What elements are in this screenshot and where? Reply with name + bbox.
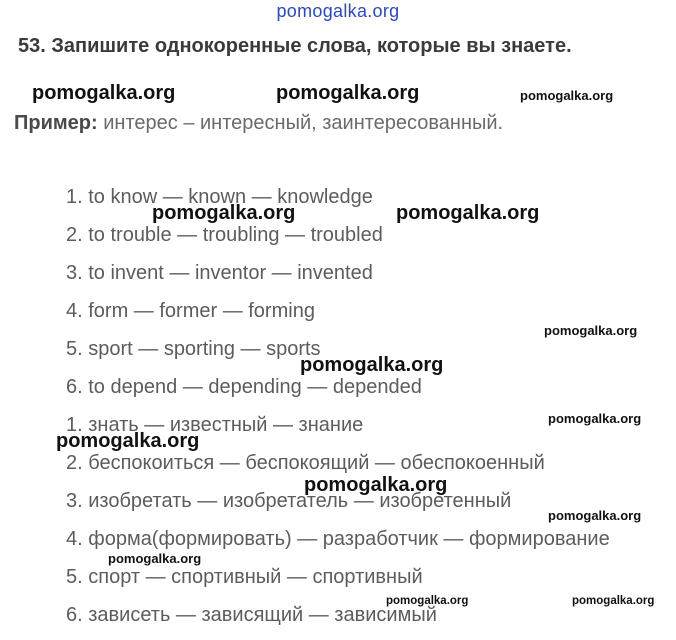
answer-item: 2. to trouble — troubling — troubled [66, 224, 383, 246]
watermark: pomogalka.org [548, 508, 642, 523]
answer-item: 4. form — former — forming [66, 300, 315, 322]
watermark: pomogalka.org [544, 323, 638, 338]
answer-item: 5. спорт — спортивный — спортивный [66, 566, 423, 588]
answer-item: 5. sport — sporting — sports [66, 338, 321, 360]
answer-item: 1. to know — known — knowledge [66, 186, 373, 208]
watermark: pomogalka.org [548, 411, 642, 426]
answer-item: 3. to invent — inventor — invented [66, 262, 373, 284]
answer-item: 3. изобретать — изобретатель — изобретенный [66, 490, 512, 512]
watermark: pomogalka.org [300, 354, 444, 376]
answer-item: 6. зависеть — зависящий — зависимый [66, 604, 437, 626]
example-label: Пример: [14, 112, 98, 134]
answer-item: 1. знать — известный — знание [66, 414, 364, 436]
watermark: pomogalka.org [572, 595, 655, 607]
answer-item: 2. беспокоиться — беспокоящий — обеспокоенный [66, 452, 545, 474]
exercise-title: 53. Запишите однокоренные слова, которые вы знаете. [18, 35, 572, 57]
answer-item: 6. to depend — depending — depended [66, 376, 422, 398]
example-text: интерес – интересный, заинтересованный. [97, 112, 504, 134]
example-line [14, 112, 503, 135]
watermark: pomogalka.org [520, 88, 614, 103]
watermark: pomogalka.org [396, 202, 540, 224]
watermark: pomogalka.org [304, 474, 448, 496]
watermark: pomogalka.org [152, 202, 296, 224]
watermark: pomogalka.org [32, 82, 176, 104]
watermark: pomogalka.org [108, 551, 202, 566]
answer-item: 4. форма(формировать) — разработчик — формирование [66, 528, 610, 550]
watermark: pomogalka.org [276, 82, 420, 104]
watermark: pomogalka.org [56, 430, 200, 452]
header-watermark: pomogalka.org [276, 1, 400, 21]
watermark: pomogalka.org [386, 595, 469, 607]
